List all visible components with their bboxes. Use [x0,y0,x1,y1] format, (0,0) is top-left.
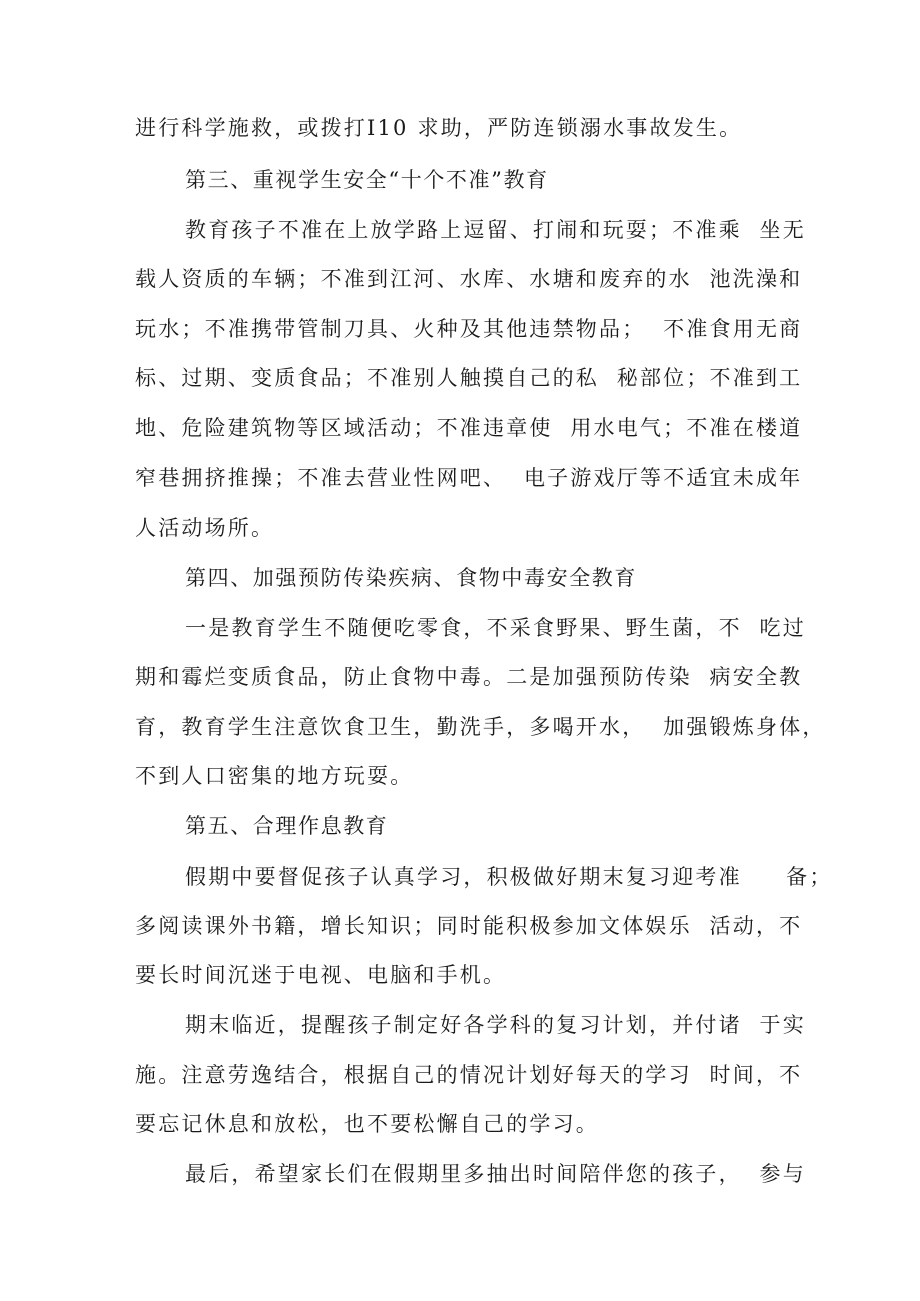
paragraph-line: 载人资质的车辆；不准到江河、水库、水塘和废弃的水 池洗澡和 [135,267,803,291]
paragraph-line: 施。注意劳逸结合，根据自己的情况计划好每天的学习 时间，不 [135,1063,803,1087]
paragraph-line: 标、过期、变质食品；不准别人触摸自己的私 秘部位；不准到工 [135,366,803,390]
paragraph-line: 要忘记休息和放松，也不要松懈自己的学习。 [135,1112,599,1136]
paragraph-line: 地、危险建筑物等区域活动；不准违章使 用水电气；不准在楼道 [135,416,803,440]
paragraph-line: 玩水；不准携带管制刀具、火种及其他违禁物品； 不准食用无商 [135,317,803,341]
paragraph-line: 要长时间沉迷于电视、电脑和手机。 [135,963,507,987]
paragraph-line: 最后，希望家长们在假期里多抽出时间陪伴您的孩子， 参与 [185,1162,806,1186]
paragraph-line: 多阅读课外书籍，增长知识；同时能积极参加文体娱乐 活动，不 [135,914,803,938]
section-heading: 第四、加强预防传染疾病、食物中毒安全教育 [185,566,637,590]
paragraph-line: 窄巷拥挤推操；不准去营业性网吧、 电子游戏厅等不适宜未成年 [135,466,803,490]
paragraph-line: 不到人口密集的地方玩耍。 [135,764,414,788]
paragraph-line: 期末临近，提醒孩子制定好各学科的复习计划，并付诸 于实 [185,1013,806,1037]
paragraph-line: 人活动场所。 [135,516,275,540]
paragraph-line: 进行科学施救，或拨打I10 求助，严防连锁溺水事故发生。 [135,116,743,140]
paragraph-line: 教育孩子不准在上放学路上逗留、打闹和玩耍；不准乘 坐无 [185,218,806,242]
section-heading: 第三、重视学生安全“十个不准”教育 [185,168,549,192]
paragraph-line: 一是教育学生不随便吃零食，不采食野果、野生菌，不 吃过 [185,616,806,640]
section-heading: 第五、合理作息教育 [185,814,389,838]
paragraph-line: 期和霉烂变质食品，防止食物中毒。二是加强预防传染 病安全教 [135,665,803,689]
paragraph-line: 育，教育学生注意饮食卫生，勤洗手，多喝开水， 加强锻炼身体， [135,715,826,739]
paragraph-line: 假期中要督促孩子认真学习，积极做好期末复习迎考准 备； [185,865,833,889]
